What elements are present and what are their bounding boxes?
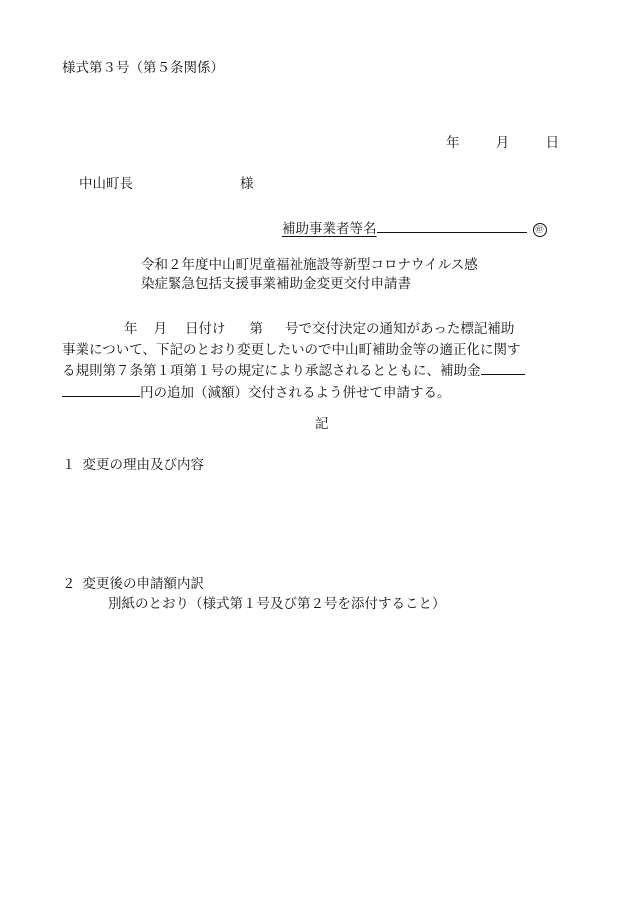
item-1	[62, 459, 204, 473]
item-1-label: 変更の理由及び内容	[82, 457, 204, 473]
applicant-line	[282, 218, 547, 237]
date-year-label: 年	[446, 135, 460, 151]
body-month: 月	[153, 321, 167, 337]
date-day-label: 日	[545, 135, 560, 151]
applicant-name-blank	[377, 218, 527, 233]
body-line-3	[62, 360, 584, 382]
addressee-name: 中山町長	[79, 176, 133, 192]
document-title-line-1: 令和２年度中山町児童福祉施設等新型コロナウイルス感	[141, 257, 478, 273]
body-paragraph	[62, 319, 584, 403]
seal-mark: ㊞	[533, 223, 547, 237]
body-line-3-text: る規則第７条第１項第１号の規定により承認されるとともに、補助金	[62, 363, 481, 379]
body-line-1	[62, 319, 584, 340]
body-notice-text: 号で交付決定の通知があった標記補助	[285, 321, 515, 337]
item-2-number: ２	[62, 576, 76, 592]
ki-heading: 記	[315, 416, 329, 432]
body-line-4-text: 円の追加（減額）交付されるよう併せて申請する。	[140, 384, 451, 401]
item-2	[62, 578, 204, 592]
amount-blank-2	[62, 382, 140, 397]
body-dai: 第	[249, 321, 263, 337]
item-1-number: １	[62, 457, 76, 473]
body-date-suffix: 日付け	[185, 321, 226, 337]
document-title-line-2: 染症緊急包括支援事業補助金変更交付申請書	[141, 276, 411, 292]
date-line	[446, 137, 559, 151]
applicant-label: 補助事業者等名	[282, 221, 377, 237]
form-number: 様式第３号（第５条関係）	[62, 60, 224, 76]
body-line-4	[62, 382, 584, 404]
item-2-label: 変更後の申請額内訳	[82, 576, 204, 592]
date-month-label: 月	[495, 135, 510, 151]
body-line-2: 事業について、下記のとおり変更したいので中山町補助金等の適正化に関す	[62, 341, 521, 358]
addressee-honorific: 様	[240, 176, 254, 192]
item-2-detail: 別紙のとおり（様式第１号及び第２号を添付すること）	[108, 596, 446, 612]
body-year: 年	[124, 321, 138, 337]
amount-blank-1	[481, 360, 525, 375]
